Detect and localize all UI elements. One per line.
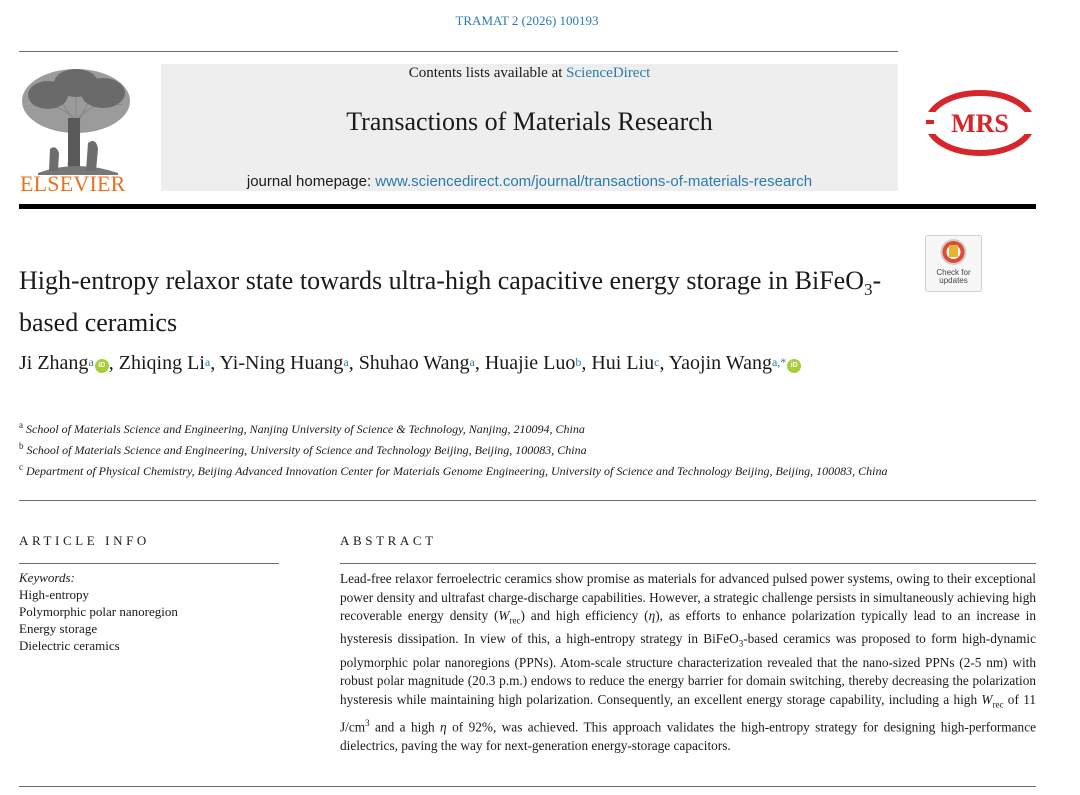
mrs-logo	[924, 90, 1036, 156]
divider	[19, 786, 1036, 787]
keywords-block	[19, 569, 279, 654]
affiliation-line	[19, 459, 889, 480]
affiliation-line	[19, 417, 889, 438]
contents-line	[161, 64, 898, 82]
divider	[19, 51, 898, 52]
check-updates-line1: Check for	[936, 268, 971, 277]
abstract-sup-3: 3	[365, 718, 370, 729]
homepage-line	[161, 173, 898, 190]
check-updates-label	[926, 269, 981, 285]
abstract-segment: ), as efforts to enhance polarization typically lead to an increase in hysteresis dissipation. In view of this, a high-entropy strategy in BiFeO	[340, 608, 1036, 647]
affiliation-line	[19, 438, 889, 459]
abstract-segment: and a high	[369, 719, 441, 735]
author-name[interactable]: Yi-Ning Huang	[219, 352, 344, 374]
contents-prefix: Contents lists available at	[408, 65, 567, 81]
orcid-icon[interactable]: iD	[787, 359, 801, 373]
sciencedirect-link[interactable]: ScienceDirect	[566, 65, 651, 81]
abstract-symbol-eta: η	[440, 719, 447, 735]
author-affiliation-mark[interactable]: a	[88, 355, 94, 369]
title-part2: -based ceramics	[19, 266, 882, 338]
affiliation-text: School of Materials Science and Engineering, Nanjing University of Science & Technology, Nanjing, 210094, China	[26, 422, 585, 436]
article-info-heading: ARTICLE INFO	[19, 533, 150, 548]
affiliation-text: School of Materials Science and Engineering, University of Science and Technology Beijing, Beijing, 100083, China	[26, 443, 587, 457]
journal-homepage-link[interactable]: www.sciencedirect.com/journal/transactions-of-materials-research	[375, 173, 813, 190]
abstract-symbol-eta: η	[648, 608, 656, 624]
author-separator: ,	[659, 352, 669, 374]
title-part1: High-entropy relaxor state towards ultra-high capacitive energy storage in BiFeO	[19, 266, 864, 295]
journal-header	[161, 64, 898, 191]
affiliation-text: Department of Physical Chemistry, Beijing Advanced Innovation Center for Materials Genome Engineering, University of Science and Technology Beijing, Beijing, 100083, China	[26, 464, 888, 478]
author-affiliation-mark[interactable]: a	[343, 355, 349, 369]
author-separator: ,	[108, 352, 119, 374]
author-name[interactable]: Huajie Luo	[484, 352, 576, 374]
author-separator: ,	[348, 352, 359, 374]
abstract-heading: ABSTRACT	[340, 533, 437, 548]
abstract-segment: -based ceramics was proposed to form high-dynamic polymorphic polar nanoregions (PPNs). Atom-scale structure characterization revealed that the nano-sized PPNs (2-5 nm) with robust polar magnitude (20.3 p.m.) endows to reduce the energy barrier for domain switching, thereby decreasing the polarization hysteresis while maintaining high polarization. Consequently, an excellent energy storage capability, including a high	[340, 631, 1036, 707]
journal-name: Transactions of Materials Research	[346, 107, 713, 136]
affiliation-mark: a	[19, 420, 23, 430]
elsevier-wordmark: ELSEVIER	[20, 171, 126, 196]
abstract-segment: of 11 J/cm	[340, 691, 1036, 735]
mrs-logo-text: MRS	[951, 109, 1009, 138]
keyword-item: High-entropy	[19, 587, 90, 602]
keyword-item: Polymorphic polar nanoregion	[19, 604, 178, 619]
divider	[19, 500, 1036, 501]
author-separator: ,	[474, 352, 485, 374]
author-name[interactable]: Zhiqing Li	[118, 352, 205, 374]
journal-reference[interactable]: TRAMAT 2 (2026) 100193	[455, 13, 599, 28]
abstract-text	[340, 570, 1036, 756]
title-subscript: 3	[863, 280, 873, 300]
keywords-list	[19, 586, 279, 654]
header-rule	[19, 204, 1036, 209]
author-separator: ,	[581, 352, 592, 374]
check-updates-icon	[926, 236, 981, 270]
divider	[19, 563, 279, 564]
author-affiliation-mark[interactable]: c	[654, 355, 660, 369]
abstract-sub-rec: rec	[509, 615, 521, 626]
check-for-updates-button[interactable]	[925, 235, 982, 292]
abstract-segment: ) and high efficiency (	[520, 608, 649, 624]
author-affiliation-mark[interactable]: a	[469, 355, 475, 369]
orcid-icon[interactable]: iD	[95, 359, 109, 373]
keyword-item: Dielectric ceramics	[19, 638, 120, 653]
author-name[interactable]: Shuhao Wang	[358, 352, 470, 374]
keyword-item: Energy storage	[19, 621, 98, 636]
author-name[interactable]: Ji Zhang	[19, 352, 89, 374]
abstract-sub-rec: rec	[992, 699, 1004, 710]
abstract-segment: Lead-free relaxor ferroelectric ceramics show promise as materials for advanced pulsed power systems, owing to their exceptional power density and ultrafast charge-discharge capabilities. However, a strategic challenge persists in simultaneously achieving high recoverable energy density (	[340, 571, 1036, 624]
affiliation-mark: b	[19, 441, 24, 451]
affiliation-mark: c	[19, 462, 23, 472]
author-affiliation-mark[interactable]: b	[575, 355, 582, 369]
author-affiliation-mark[interactable]: a	[204, 355, 211, 369]
author-name[interactable]: Hui Liu	[591, 352, 655, 374]
author-name[interactable]: Yaojin Wang	[668, 352, 772, 374]
article-title	[19, 264, 919, 339]
abstract-segment: of 92%, was achieved. This approach validates the high-entropy strategy for designing high-performance dielectrics, paving the way for next-generation energy-storage capacitors.	[340, 719, 1036, 754]
divider	[340, 563, 1036, 564]
author-affiliation-mark[interactable]: a,*	[771, 355, 787, 369]
homepage-prefix: journal homepage:	[246, 173, 376, 190]
affiliations	[19, 417, 889, 480]
keywords-label: Keywords:	[19, 570, 75, 585]
abstract-symbol-w: W	[981, 691, 993, 707]
abstract-symbol-w: W	[498, 608, 510, 624]
author-separator: ,	[210, 352, 220, 374]
abstract-sub-3: 3	[738, 639, 744, 650]
check-updates-line2: updates	[939, 276, 968, 285]
author-list	[19, 350, 919, 376]
